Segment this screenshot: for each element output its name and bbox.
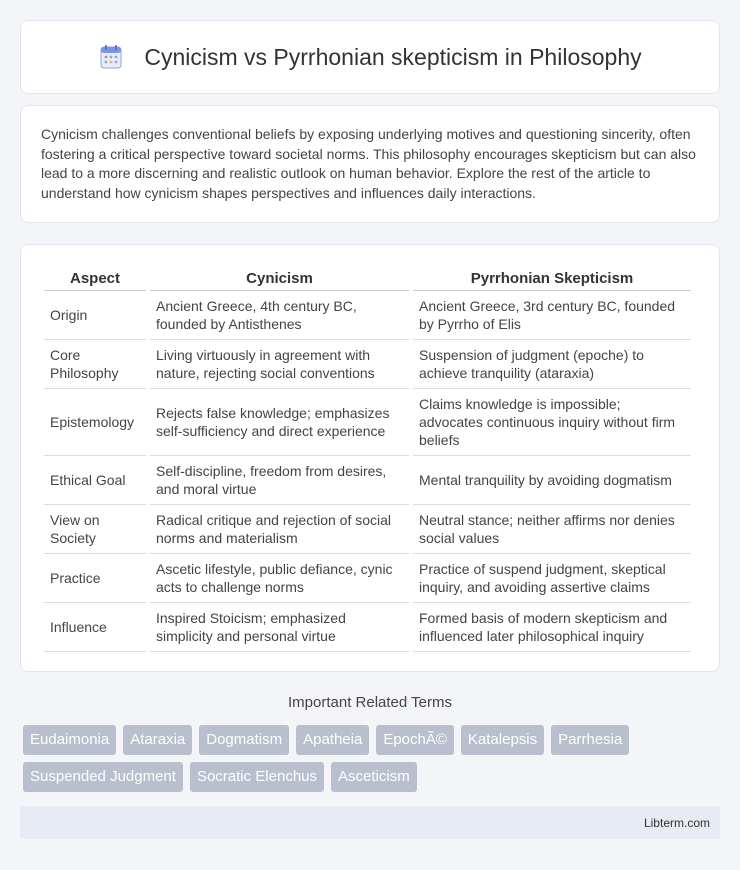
aspect-cell: Ethical Goal: [44, 456, 146, 505]
column-header-aspect: Aspect: [44, 267, 146, 291]
pyrrhonian-cell: Claims knowledge is impossible; advocates continuous inquiry without firm beliefs: [413, 389, 691, 456]
aspect-cell: Influence: [44, 603, 146, 652]
aspect-cell: Origin: [44, 291, 146, 340]
table-row: [44, 603, 691, 652]
table-row: [44, 456, 691, 505]
tag-apatheia[interactable]: Apatheia: [296, 725, 369, 755]
pyrrhonian-cell: Mental tranquility by avoiding dogmatism: [413, 456, 691, 505]
tag-suspended-judgment[interactable]: Suspended Judgment: [23, 762, 183, 792]
related-terms-heading: Important Related Terms: [288, 694, 452, 711]
tag-epoche[interactable]: EpochÃ©: [376, 725, 454, 755]
column-header-cynicism: Cynicism: [150, 267, 409, 291]
table-row: [44, 505, 691, 554]
footer: [20, 806, 720, 839]
cynicism-cell: Radical critique and rejection of social norms and materialism: [150, 505, 409, 554]
intro-paragraph: Cynicism challenges conventional beliefs by exposing underlying motives and questioning sincerity, often fostering a critical perspective toward societal norms. This philosophy encourages skepticism but can also lead to a more discerning and realistic outlook on human behavior. Explore the rest of the article to understand how cynicism shapes perspectives and influences daily interactions.: [41, 126, 696, 201]
cynicism-cell: Inspired Stoicism; emphasized simplicity and personal virtue: [150, 603, 409, 652]
pyrrhonian-cell: Ancient Greece, 3rd century BC, founded by Pyrrho of Elis: [413, 291, 691, 340]
related-terms-list: [23, 725, 713, 792]
footer-site-link[interactable]: Libterm.com: [643, 815, 710, 830]
cynicism-cell: Rejects false knowledge; emphasizes self-sufficiency and direct experience: [150, 389, 409, 456]
column-header-pyrrhonian: Pyrrhonian Skepticism: [413, 267, 691, 291]
pyrrhonian-cell: Practice of suspend judgment, skeptical inquiry, and avoiding assertive claims: [413, 554, 691, 603]
pyrrhonian-cell: Formed basis of modern skepticism and influenced later philosophical inquiry: [413, 603, 691, 652]
aspect-cell: Epistemology: [44, 389, 146, 456]
cynicism-cell: Ascetic lifestyle, public defiance, cynic acts to challenge norms: [150, 554, 409, 603]
document-calendar-icon: [98, 44, 124, 70]
cynicism-cell: Self-discipline, freedom from desires, and moral virtue: [150, 456, 409, 505]
tag-eudaimonia[interactable]: Eudaimonia: [23, 725, 116, 755]
aspect-cell: Practice: [44, 554, 146, 603]
cynicism-cell: Living virtuously in agreement with nature, rejecting social conventions: [150, 340, 409, 389]
table-row: [44, 340, 691, 389]
table-row: [44, 389, 691, 456]
table-row: [44, 291, 691, 340]
table-row: [44, 554, 691, 603]
table-header-row: [44, 267, 691, 291]
title-card: [20, 20, 720, 94]
tag-dogmatism[interactable]: Dogmatism: [199, 725, 289, 755]
pyrrhonian-cell: Suspension of judgment (epoche) to achieve tranquility (ataraxia): [413, 340, 691, 389]
page-title: Cynicism vs Pyrrhonian skepticism in Philosophy: [144, 43, 642, 70]
aspect-cell: Core Philosophy: [44, 340, 146, 389]
pyrrhonian-cell: Neutral stance; neither affirms nor denies social values: [413, 505, 691, 554]
comparison-table: [40, 267, 695, 652]
tag-katalepsis[interactable]: Katalepsis: [461, 725, 544, 755]
tag-socratic-elenchus[interactable]: Socratic Elenchus: [190, 762, 324, 792]
comparison-table-card: [20, 244, 720, 672]
tag-parrhesia[interactable]: Parrhesia: [551, 725, 629, 755]
tag-ataraxia[interactable]: Ataraxia: [123, 725, 192, 755]
tag-asceticism[interactable]: Asceticism: [331, 762, 417, 792]
cynicism-cell: Ancient Greece, 4th century BC, founded by Antisthenes: [150, 291, 409, 340]
intro-card: [20, 105, 720, 223]
aspect-cell: View on Society: [44, 505, 146, 554]
